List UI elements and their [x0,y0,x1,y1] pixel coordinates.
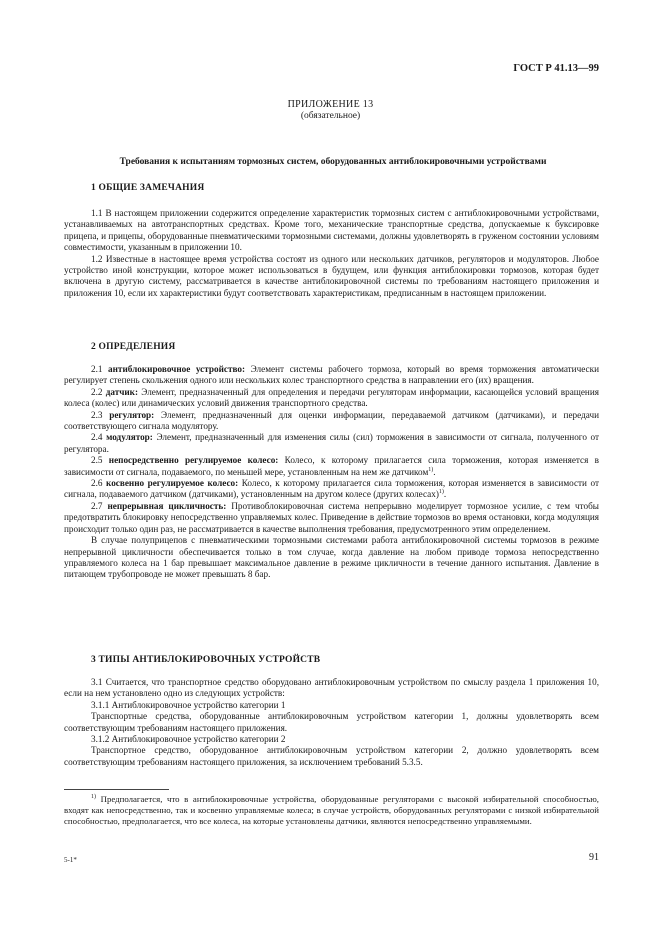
print-signature: 5-1* [64,856,77,864]
appendix-title: ПРИЛОЖЕНИЕ 13 [287,99,374,110]
footnote-ref: 1) [428,466,434,473]
standard-number: ГОСТ Р 41.13—99 [513,63,599,74]
footnote [64,794,599,827]
definition-2-6: 2.6 косвенно регулируемое колесо: Колесо, к которому прилагается сила торможения, которая изменяется в зависимости от сигнала, подаваемого датчиком (датчиками), установленным на другом колесе (других колесах)$^{1)}$. [64,478,599,500]
definition-2-7: 2.7 непрерывная цикличность: Противоблокировочная система непрерывно моделирует тормозное усилие, с тем чтобы предотвратить блокировку непосредственно управляемых колес. Приведение в действие тормозов во время остановки, когда модуляция происходит только один раз, не рассматривается в качестве выполнения требования, предусмотренного этим определением. [64,500,599,534]
footnote-text: Предполагается, что в антиблокировочные устройства, оборудованные регуляторами с высокой избирательной способностью, входят как непосредственно, так и косвенно управляемые колеса; в случае устройств, оборудованных регуляторами с низкой избирательной способностью, предполагается, что все колеса, на которые установлены датчики, являются непосредственно управляемыми. [64,794,599,826]
definition-2-3: 2.3 регулятор: Элемент, предназначенный для оценки информации, передаваемой датчиком (датчиками), и передачи соответствующего сигнала модулятору. [64,409,599,432]
paragraph-semitrailers: В случае полуприцепов с пневматическими тормозными системами работа антиблокировочной системы тормозов в режиме непрерывной цикличности обеспечивается только в том случае, когда давление на любом приводе тормоза непосредственно управляемого колеса на 1 бар превышает максимальное давление в режиме цикличности в течение данного испытания. Давление в питающем трубопроводе не может превышать 8 бар. [64,535,599,580]
definition-2-5: 2.5 непосредственно регулируемое колесо: Колесо, к которому прилагается сила торможения, которая изменяется в зависимости от сигнала, подаваемого, по меньшей мере, установленным на нем же датчиком$^{1)}$. [64,455,599,477]
footnote-divider [64,789,169,790]
definition-2-2: 2.2 датчик: Элемент, предназначенный для определения и передачи регуляторам информации, касающейся условий вращения колеса (колес) или динамических условий движения транспортного средства. [64,386,599,409]
paragraph-1-2: 1.2 Известные в настоящее время устройства состоят из одного или нескольких датчиков, регуляторов и модуляторов. Любое устройство иной конструкции, которое может использоваться в будущем, или функция антиблокировки тормозов, которая будет включена в другую систему, рассматривается в качестве антиблокировочной системы по требованиям настоящего приложения и приложения 10, если их характеристики будут соответствовать характеристикам, предписанным в настоящем приложении. [64,253,599,298]
definition-2-1: 2.1 антиблокировочное устройство: Элемент системы рабочего тормоза, который во время торможения автоматически регулирует степень скольжения одного или нескольких колес транспортного средства в направлении его (их) вращения. [64,364,599,386]
paragraph-3-1: 3.1 Считается, что транспортное средство оборудовано антиблокировочным устройством по смыслу раздела 1 приложения 10, если на нем установлено одно из следующих устройств: [64,677,599,699]
paragraph-1-1: 1.1 В настоящем приложении содержится определение характеристик тормозных систем с антиблокировочными устройствами, устанавливаемых на автотранспортных средствах. Кроме того, механические транспортные средства, допускаемые к буксировке прицепа, и прицепы, оборудованные пневматическими тормозными системами, должны удовлетворять в груженом состоянии условиям совместимости, указанным в приложении 10. [64,208,599,253]
section-3-body [64,677,599,768]
section-1-body [64,208,599,299]
paragraph-3-1-1-text: Транспортные средства, оборудованные антиблокировочным устройством категории 1, должны удовлетворять всем соответствующим требованиям настоящего приложения. [64,711,599,733]
paragraph-3-1-2-text: Транспортное средство, оборудованное антиблокировочным устройством категории 2, должно удовлетворять всем соответствующим требованиям настоящего приложения, за исключением требований 5.3.5. [64,745,599,767]
section-2-heading: 2 ОПРЕДЕЛЕНИЯ [91,342,176,352]
paragraph-3-1-1: 3.1.1 Антиблокировочное устройство категории 1 [91,699,286,710]
section-1-heading: 1 ОБЩИЕ ЗАМЕЧАНИЯ [91,183,205,193]
footnote-mark: 1) [91,794,96,801]
appendix-subtitle: (обязательное) [300,111,361,121]
paragraph-3-1-2: 3.1.2 Антиблокировочное устройство категории 2 [91,734,286,745]
section-3-heading: 3 ТИПЫ АНТИБЛОКИРОВОЧНЫХ УСТРОЙСТВ [91,655,321,665]
page-number: 91 [589,852,599,863]
definition-2-4: 2.4 модулятор: Элемент, предназначенный для изменения силы (сил) торможения в зависимости от сигнала, полученного от регулятора. [64,432,600,454]
section-2-body [64,364,599,581]
document-title: Требования к испытаниям тормозных систем, оборудованных антиблокировочными устройствами [119,157,547,167]
footnote-ref: 1) [438,489,444,496]
